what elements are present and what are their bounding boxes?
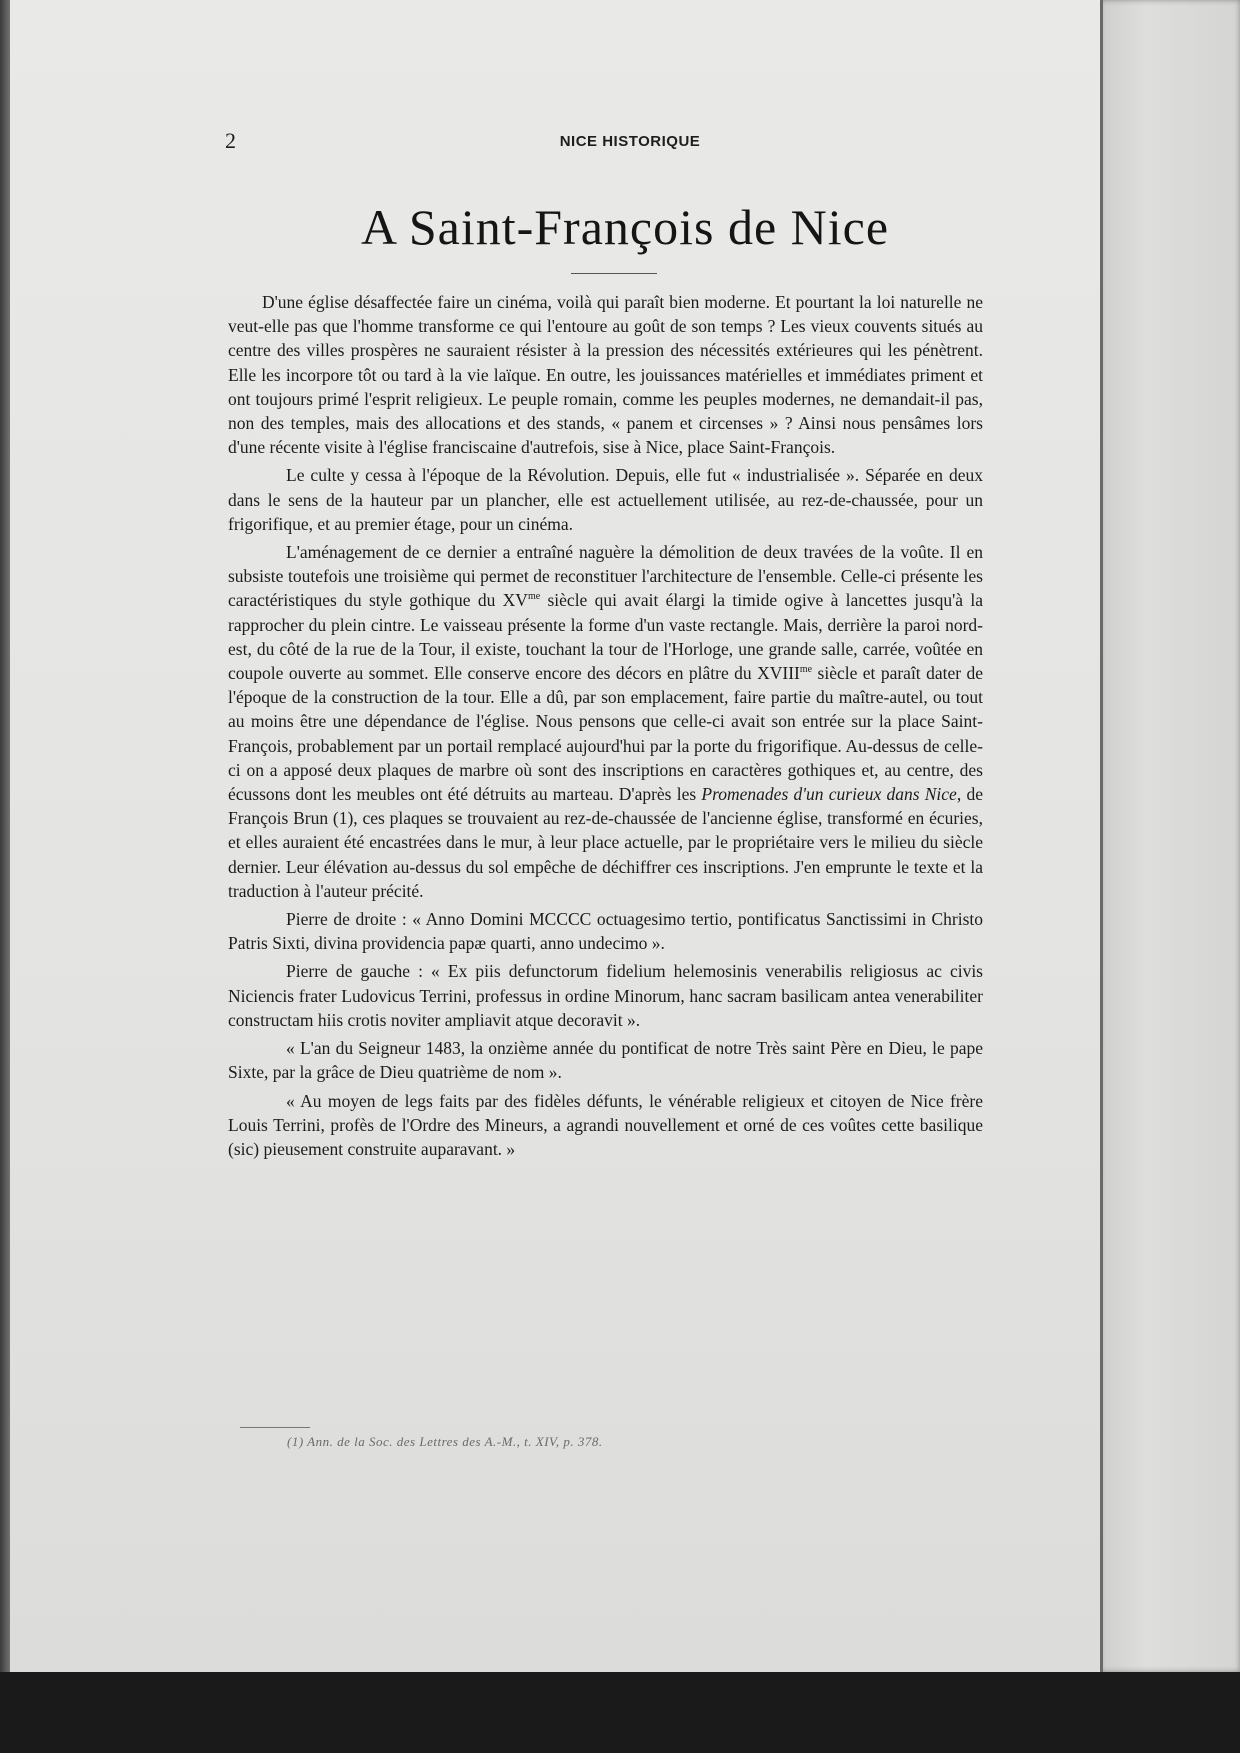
paragraph: Le culte y cessa à l'époque de la Révolution. Depuis, elle fut « industrialisée ». Séparée en deux dans le sens de la hauteur par un plancher, elle est actuellement utilisée, au rez-de-chaussée, pour un frigorifique, et au premier étage, pour un cinéma. [228,465,983,534]
article-title: A Saint-François de Nice [360,199,890,255]
paragraph: « L'an du Seigneur 1483, la onzième année du pontificat de notre Très saint Père en Dieu, le pape Sixte, par la grâce de Dieu quatrième de nom ». [228,1038,983,1083]
text-run: , de François Brun (1), ces plaques se trouvaient au rez-de-chaussée de l'ancienne église, transformé en écuries, et elles auraient été encastrées dans le mur, à leur place actuelle, par le propriétaire vers le milieu du siècle dernier. Leur élévation au-dessus du sol empêche de déchiffrer ces inscriptions. J'en emprunte le texte et la traduction à l'auteur précité. [228,784,983,901]
scan-background [0,1672,1240,1753]
paragraph [228,540,983,903]
article-body [228,290,983,1165]
paragraph: « Au moyen de legs faits par des fidèles défunts, le vénérable religieux et citoyen de Nice frère Louis Terrini, profès de l'Ordre des Mineurs, a agrandi nouvellement et orné de ces voûtes cette basilique (sic) pieusement construite auparavant. » [228,1090,983,1159]
footnote-divider [240,1427,310,1428]
text-run: siècle qui avait élargi la timide ogive à lancettes jusqu'à la rapprocher du plein cintre. Le vaisseau présente la forme d'un vaste rectangle. Mais, derrière la paroi nord-est, du côté de la rue de la Tour, il existe, touchant la tour de l'Horloge, une grande salle, carrée, voûtée en coupole ouverte au sommet. Elle conserve encore des décors en plâtre du XVIII [228,590,983,684]
ordinal-superscript: me [527,591,541,603]
text-run: siècle et paraît dater de l'époque de la construction de la tour. Elle a dû, par son emplacement, faire partie du maître-autel, ou tout au moins être une dépendance de l'église. Nous pensons que celle-ci avait son entrée sur la place Saint-François, probablement par un portail remplacé aujourd'hui par la porte du frigorifique. Au-dessus de celle-ci on a apposé deux plaques de marbre où sont des inscriptions en caractères gothiques et, au centre, des écussons dont les meubles ont été détruits au marteau. D'après les [228,663,984,805]
title-divider [571,273,657,274]
running-head: NICE HISTORIQUE [559,133,701,150]
book-title-italic: Promenades d'un curieux dans Nice [701,784,957,805]
paragraph: Pierre de droite : « Anno Domini MCCCC octuagesimo tertio, pontificatus Sanctissimi in Christo Patris Sixti, divina providencia papæ quarti, anno undecimo ». [228,909,983,954]
ordinal-superscript: me [799,664,813,676]
paragraph: Pierre de gauche : « Ex piis defunctorum fidelium helemosinis venerabilis religiosus ac civis Niciencis frater Ludovicus Terrini, professus in ordine Minorum, hanc sacram basilicam antea venerabiliter constructam hiis crotis noviter ampliavit atque decoravit ». [228,961,983,1030]
footnote: (1) Ann. de la Soc. des Lettres des A.-M., t. XIV, p. 378. [287,1434,603,1449]
paragraph: D'une église désaffectée faire un cinéma, voilà qui paraît bien moderne. Et pourtant la loi naturelle ne veut-elle pas que l'homme transforme ce qui l'entoure au goût de son temps ? Les vieux couvents situés au centre des villes prospères ne sauraient résister à la pression des nécessités extérieures qui les pénètrent. Elle les incorpore tôt ou tard à la vie laïque. En outre, les jouissances matérielles et immédiates priment et ont toujours primé l'esprit religieux. Le peuple romain, comme les peuples modernes, ne demandait-il pas, non des temples, mais des allocations et des stands, « panem et circenses » ? Ainsi nous pensâmes lors d'une récente visite à l'église franciscaine d'autrefois, sise à Nice, place Saint-François. [228,292,983,458]
page-number: 2 [225,128,236,153]
text-run: L'aménagement de ce dernier a entraîné naguère la démolition de deux travées de la voûte. Il en subsiste toutefois une troisième qui permet de reconstituer l'architecture de l'ensemble. Celle-ci présente les caractéristiques du style gothique du XV [228,542,983,611]
